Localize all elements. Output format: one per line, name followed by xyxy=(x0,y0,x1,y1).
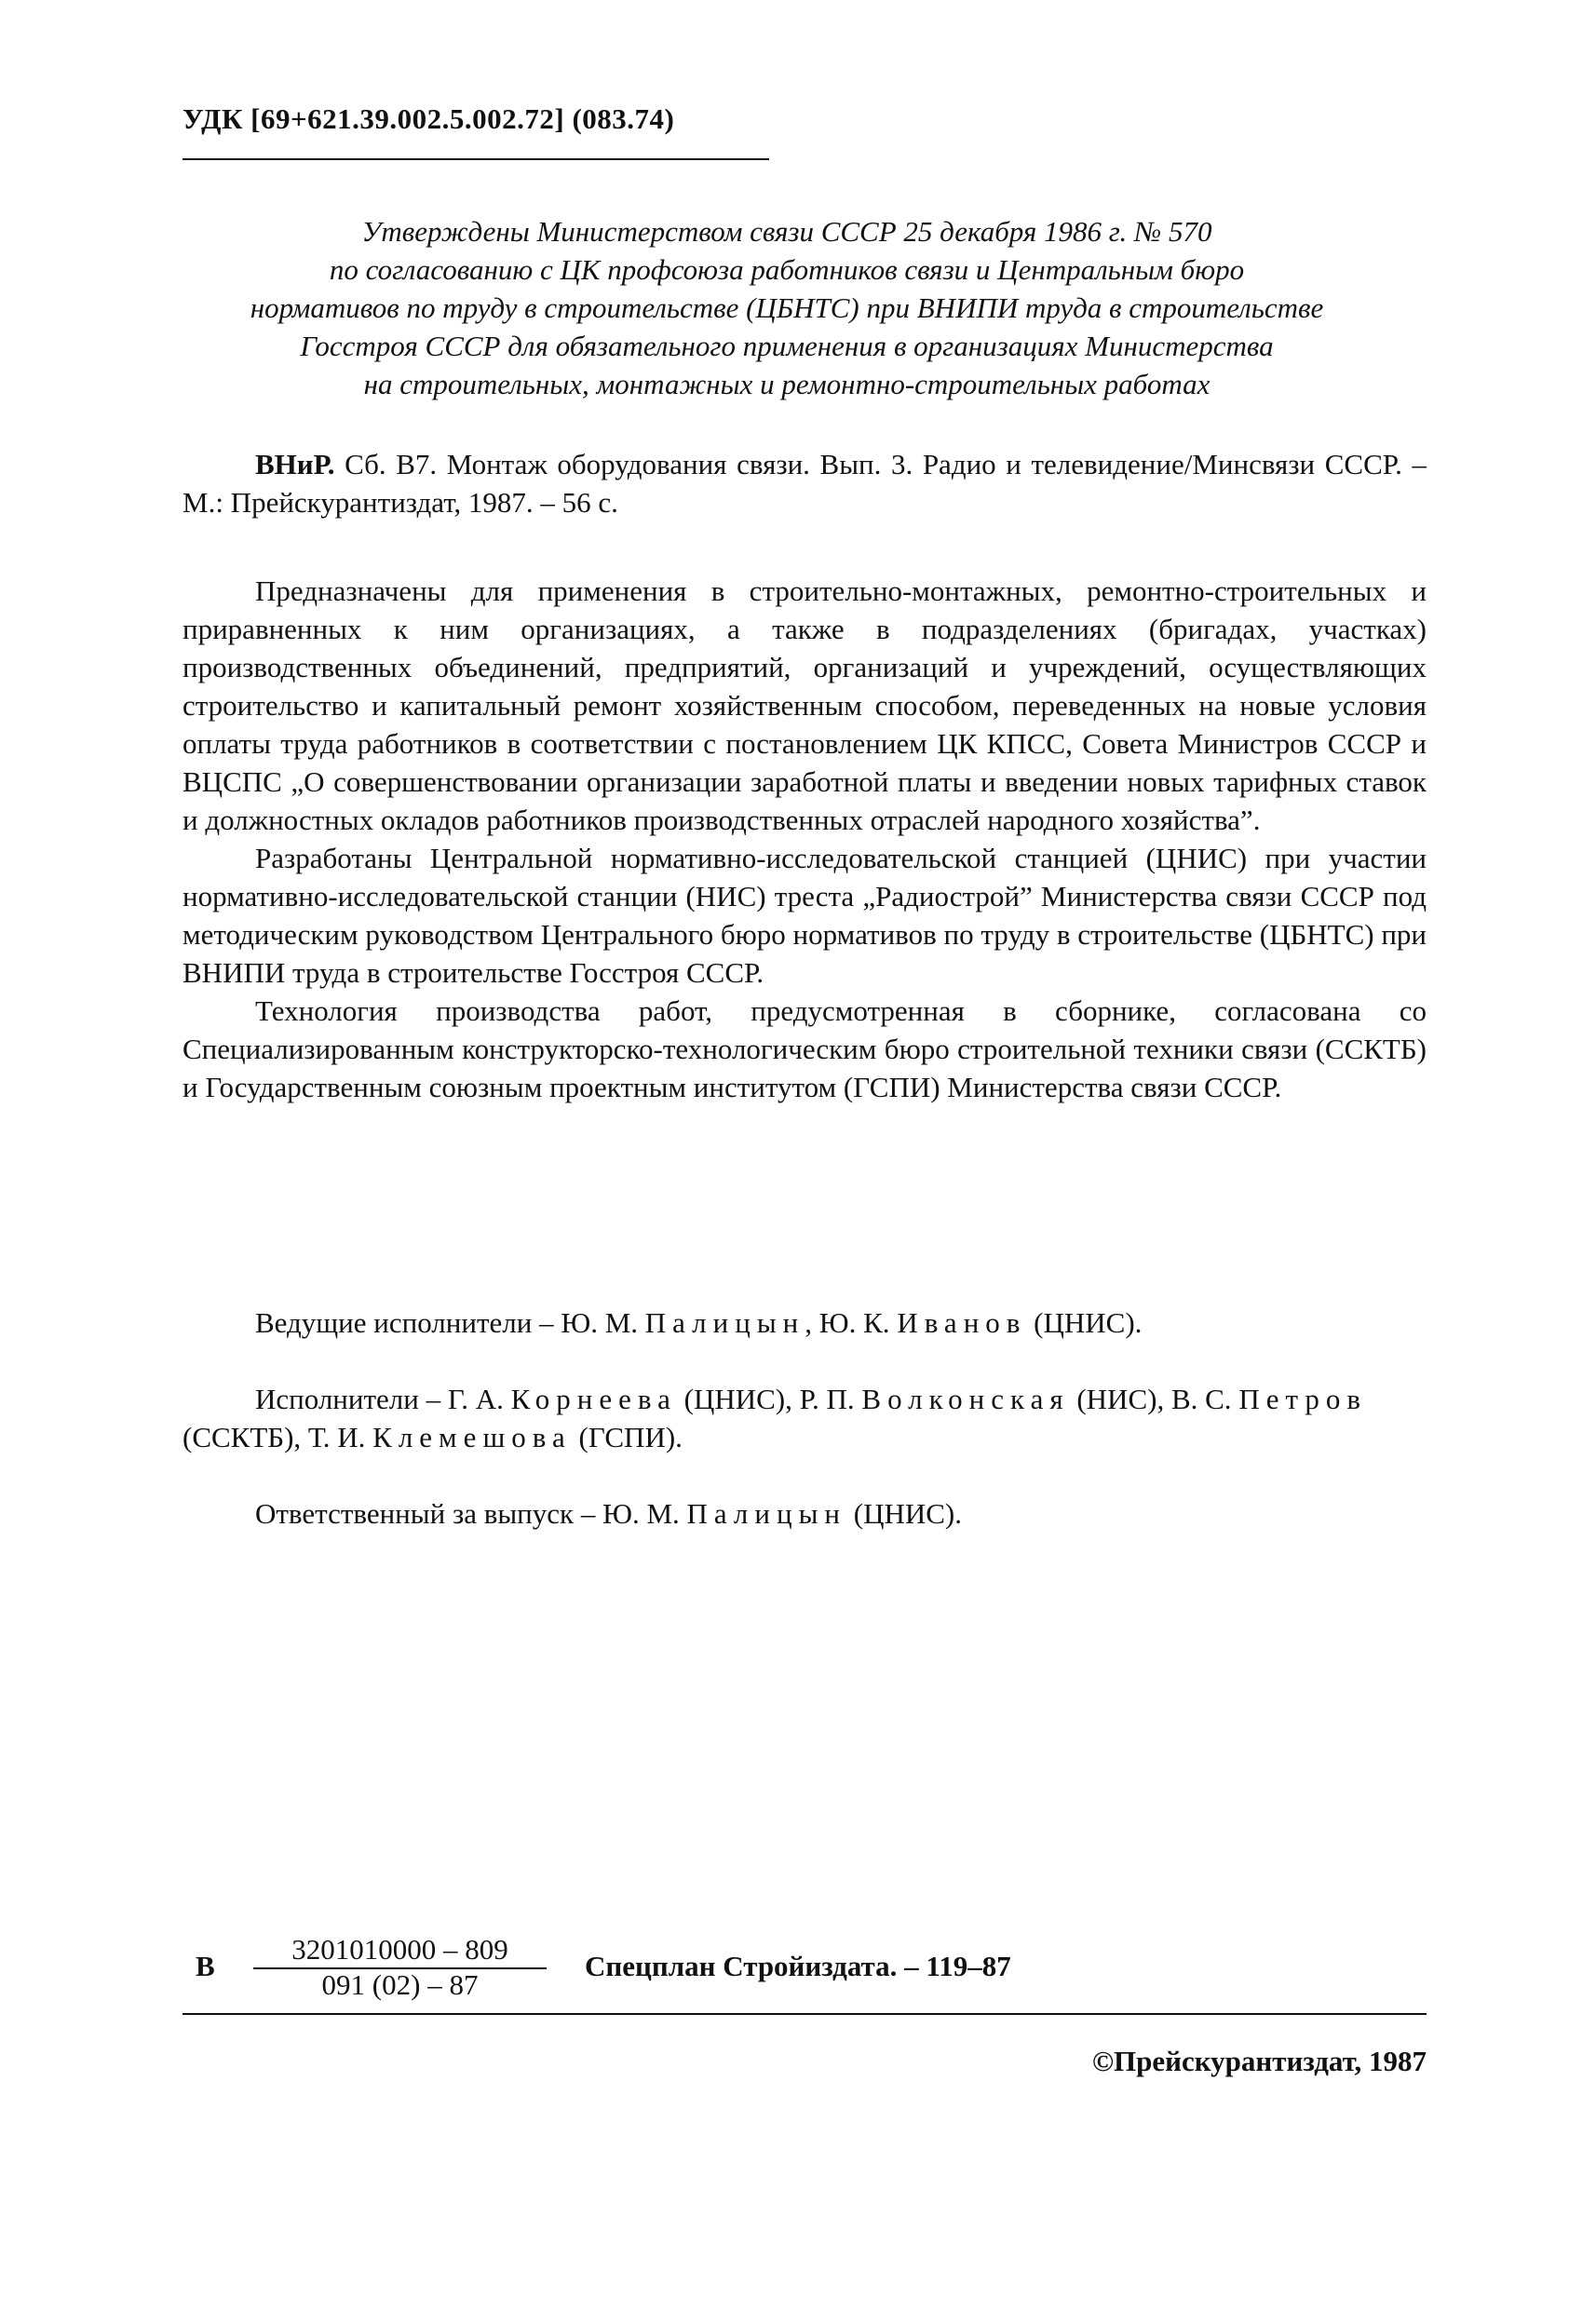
author-org: (НИС), xyxy=(1069,1383,1171,1415)
author-name: Клемешова xyxy=(372,1421,572,1453)
pubcode-letter: В xyxy=(196,1950,215,1982)
udc-code: УДК [69+621.39.002.5.002.72] (083.74) xyxy=(183,102,675,135)
responsible-line xyxy=(183,1494,1427,1533)
author-name: Палицын xyxy=(686,1497,847,1530)
author-name: Иванов xyxy=(897,1306,1027,1339)
author-name: Волконская xyxy=(861,1383,1070,1415)
author-initials: Ю. М. xyxy=(602,1497,687,1530)
executors-label: Исполнители – xyxy=(255,1383,448,1415)
approval-line: нормативов по труду в строительстве (ЦБНТС) при ВНИПИ труда в строительстве xyxy=(250,291,1324,324)
executors-line xyxy=(183,1380,1427,1456)
biblio-description: Сб. В7. Монтаж оборудования связи. Вып. 3. Радио и телевидение/Минсвязи СССР. – М.: Прейскурантиздат, 1987. – 56 с. xyxy=(183,448,1427,519)
author-org: (ССКТБ), xyxy=(183,1421,308,1453)
author-name: Петров xyxy=(1238,1383,1368,1415)
author-initials: Г. А. xyxy=(447,1383,511,1415)
approval-line: на строительных, монтажных и ремонтно-строительных работах xyxy=(363,368,1211,400)
udc-underline xyxy=(183,158,769,160)
pubcode-numerator: 3201010000 – 809 xyxy=(291,1933,508,1966)
author-initials: Ю. К. xyxy=(818,1306,898,1339)
author-org: (ЦНИС). xyxy=(846,1497,963,1530)
publication-plan: Спецплан Стройиздата. – 119–87 xyxy=(585,1950,1011,1982)
lead-authors-line xyxy=(183,1304,1427,1342)
author-initials: Т. И. xyxy=(307,1421,373,1453)
approval-line: Утверждены Министерством связи СССР 25 декабря 1986 г. № 570 xyxy=(361,215,1212,248)
author-initials: Р. П. xyxy=(799,1383,862,1415)
responsible-editor xyxy=(183,1494,1427,1533)
separator: , xyxy=(805,1306,819,1339)
paragraph-purpose: Предназначены для применения в строительно-монтажных, ремонтно-строительных и приравненных к ним организациях, а также в подразделениях (бригадах, участках) производственных объединений, предприятий, организаций и учреждений, осуществляющих строительство и капитальный ремонт хозяйственным способом, переведенных на новые условия оплаты труда работников в соответствии с постановлением ЦК КПСС, Совета Министров СССР и ВЦСПС „О совершенствовании организации заработной платы и введении новых тарифных ставок и должностных окладов работников производственных отраслей народного хозяйства”. xyxy=(183,574,1427,836)
pubcode-denominator: 091 (02) – 87 xyxy=(321,1968,479,2001)
approval-statement xyxy=(140,212,1434,403)
author-org: (ГСПИ). xyxy=(571,1421,683,1453)
author-org: (ЦНИС), xyxy=(676,1383,800,1415)
approval-line: Госстроя СССР для обязательного применения в организациях Министерства xyxy=(300,330,1274,362)
publication-code xyxy=(183,1933,1427,2001)
lead-authors-label: Ведущие исполнители – xyxy=(255,1306,561,1339)
paragraph-developers: Разработаны Центральной нормативно-исследовательской станцией (ЦНИС) при участии нормативно-исследовательской станции (НИС) треста „Радиострой” Министерства связи СССР под методическим руководством Центрального бюро нормативов по труду в строительстве (ЦБНТС) при ВНИПИ труда в строительстве Госстроя СССР. xyxy=(183,842,1427,989)
annotation-text xyxy=(183,572,1427,1106)
bibliographic-entry xyxy=(183,445,1427,521)
lead-authors xyxy=(183,1304,1427,1342)
author-initials: Ю. М. xyxy=(561,1306,645,1339)
bottom-divider xyxy=(183,2013,1427,2015)
author-initials: В. С. xyxy=(1170,1383,1239,1415)
author-name: Корнеева xyxy=(510,1383,677,1415)
author-name: Палицын xyxy=(644,1306,805,1339)
executors xyxy=(183,1380,1427,1456)
approval-line: по согласованию с ЦК профсоюза работников связи и Центральным бюро xyxy=(329,253,1245,286)
responsible-label: Ответственный за выпуск – xyxy=(255,1497,603,1530)
bibliographic-text xyxy=(183,445,1427,521)
paragraph-technology: Технология производства работ, предусмотренная в сборнике, согласована со Специализированным конструкторско-технологическим бюро строительной техники связи (ССКТБ) и Государственным союзным проектным институтом (ГСПИ) Министерства связи СССР. xyxy=(183,994,1427,1103)
biblio-abbreviation: ВНиР. xyxy=(255,448,335,480)
author-org: (ЦНИС). xyxy=(1026,1306,1143,1339)
copyright-notice: ©Прейскурантиздат, 1987 xyxy=(1091,2045,1427,2077)
